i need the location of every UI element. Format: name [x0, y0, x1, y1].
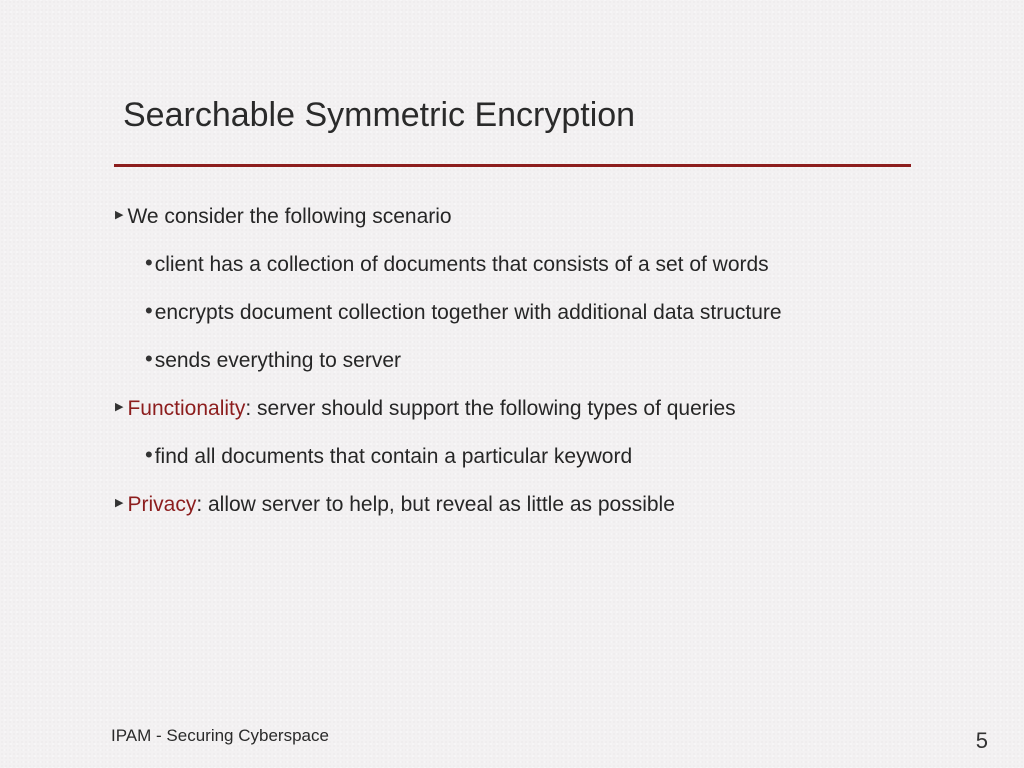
bullet-functionality [115, 392, 975, 424]
bullet-privacy [115, 488, 975, 520]
triangle-bullet-icon: ▶ [115, 209, 124, 221]
bullet-text: : server should support the following types of queries [245, 397, 736, 420]
title-underline [114, 164, 911, 167]
triangle-bullet-icon: ▶ [115, 401, 124, 413]
sub-bullet-client [115, 248, 975, 280]
slide-title: Searchable Symmetric Encryption [123, 96, 636, 134]
dot-bullet-icon: • [145, 298, 153, 323]
bullet-text: : allow server to help, but reveal as little as possible [196, 493, 675, 516]
bullet-text: sends everything to server [154, 349, 401, 372]
bullet-text: client has a collection of documents that consists of a set of words [154, 253, 769, 276]
triangle-bullet-icon: ▶ [115, 497, 124, 509]
highlight-term: Privacy [127, 493, 197, 516]
sub-bullet-find [115, 440, 975, 472]
bullet-text: find all documents that contain a particular keyword [154, 445, 633, 468]
highlight-term: Functionality [127, 397, 246, 420]
bullet-scenario [115, 200, 975, 232]
dot-bullet-icon: • [145, 250, 153, 275]
footer-text: IPAM - Securing Cyberspace [111, 726, 329, 745]
page-number: 5 [975, 728, 988, 753]
slide-content [115, 200, 975, 536]
dot-bullet-icon: • [145, 346, 153, 371]
dot-bullet-icon: • [145, 442, 153, 467]
bullet-text: encrypts document collection together with additional data structure [154, 301, 782, 324]
sub-bullet-encrypts [115, 296, 975, 328]
sub-bullet-sends [115, 344, 975, 376]
bullet-text: We consider the following scenario [127, 205, 452, 228]
